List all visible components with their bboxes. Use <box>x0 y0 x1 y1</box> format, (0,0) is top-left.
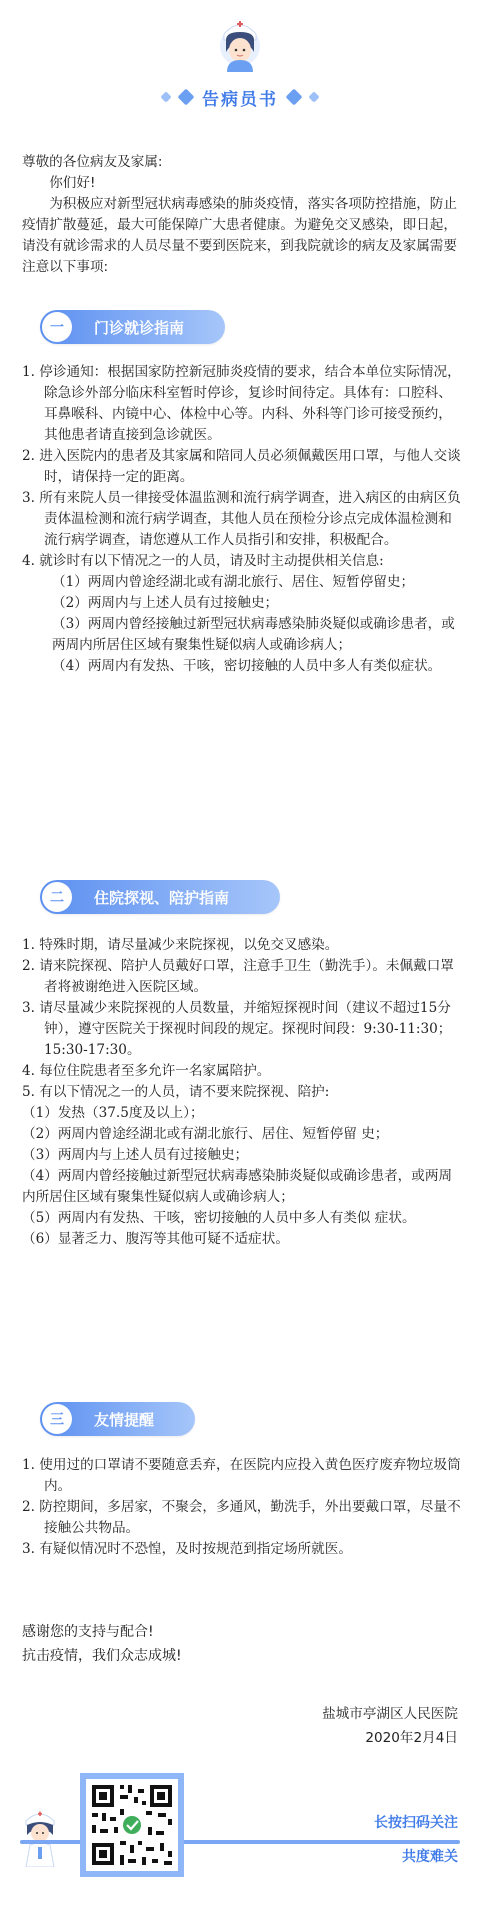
sub-item: （1）发热（37.5度及以上）； <box>22 1105 204 1121</box>
organization-name: 盐城市亭湖区人民医院 <box>322 1706 458 1722</box>
outpatient-guide <box>22 362 462 677</box>
list-item: 5. 有以下情况之一的人员，请不要来院探视、陪护: <box>22 1084 330 1100</box>
section-header-outpatient <box>40 310 225 344</box>
list-item: 2. 防控期间，多居家，不聚会，多通风，勤洗手，外出要戴口罩，尽量不接触公共物品。 <box>22 1499 461 1536</box>
signature-date: 2020年2月4日 <box>365 1730 458 1746</box>
title-row <box>0 85 480 109</box>
nurse-figure-icon <box>18 1805 62 1867</box>
slogan-line: 抗击疫情，我们众志成城! <box>22 1648 182 1664</box>
diamond-decoration-icon <box>308 91 319 102</box>
sub-item: （1）两周内曾途经湖北或有湖北旅行、居住、短暂停留史； <box>52 574 415 590</box>
section-number: 一 <box>42 312 72 342</box>
section-label: 门诊就诊指南 <box>94 318 185 337</box>
diamond-decoration-icon <box>286 89 303 106</box>
sub-item: （4）两周内曾经接触过新型冠状病毒感染肺炎疑似或确诊患者，或两周内所居住区域有聚集性疑似病人或确诊病人； <box>22 1168 453 1205</box>
list-item: 1. 特殊时期，请尽量减少来院探视，以免交叉感染。 <box>22 937 339 953</box>
list-item: 1. 停诊通知：根据国家防控新冠肺炎疫情的要求，结合本单位实际情况，除急诊外部分临床科室暂时停诊，复诊时间待定。具体有：口腔科、耳鼻喉科、内镜中心、体检中心等。内科、外科等门诊可接受预约，其他患者请直接到急诊就医。 <box>22 364 461 443</box>
section-header-reminder <box>40 1402 195 1436</box>
section-label: 友情提醒 <box>94 1410 155 1429</box>
friendly-reminder <box>22 1455 462 1560</box>
list-item: 2. 请来院探视、陪护人员戴好口罩，注意手卫生（勤洗手）。未佩戴口罩者将被谢绝进入医院区域。 <box>22 958 454 995</box>
list-item: 4. 每位住院患者至多允许一名家属陪护。 <box>22 1063 271 1079</box>
section-number: 三 <box>42 1404 72 1434</box>
sub-item: （4）两周内有发热、干咳，密切接触的人员中多人有类似症状。 <box>52 658 442 674</box>
section-header-inpatient <box>40 880 280 914</box>
sub-item: （3）两周内与上述人员有过接触史； <box>22 1147 249 1163</box>
section-number: 二 <box>42 882 72 912</box>
diamond-decoration-icon <box>160 91 171 102</box>
list-item: 4. 就诊时有以下情况之一的人员，请及时主动提供相关信息: <box>22 553 384 569</box>
sub-item: （3）两周内曾经接触过新型冠状病毒感染肺炎疑似或确诊患者，或两周内所居住区域有聚集性疑似病人或确诊病人； <box>52 616 455 653</box>
intro-paragraph: 为积极应对新型冠状病毒感染的肺炎疫情，落实各项防控措施，防止疫情扩散蔓延，最大可能保障广大患者健康。为避免交叉感染，即日起，请没有就诊需求的人员尽量不要到医院来，到我院就诊的病友及家属需要注意以下事项: <box>22 196 457 275</box>
page-title: 告病员书 <box>202 89 278 110</box>
sub-item: （6）显著乏力、腹泻等其他可疑不适症状。 <box>22 1231 289 1247</box>
list-item: 3. 有疑似情况时不恐惶，及时按规范到指定场所就医。 <box>22 1541 352 1557</box>
sub-item: （2）两周内与上述人员有过接触史； <box>52 595 279 611</box>
qr-caption-line-1: 长按扫码关注 <box>374 1815 458 1831</box>
signature <box>322 1702 458 1750</box>
qr-code-frame[interactable] <box>80 1773 184 1877</box>
nurse-avatar-icon <box>215 10 265 72</box>
qr-caption <box>374 1806 458 1874</box>
closing <box>22 1620 462 1668</box>
qr-caption-line-2: 共度难关 <box>402 1849 458 1865</box>
intro <box>22 152 462 278</box>
inpatient-guide <box>22 935 462 1250</box>
hello-line: 你们好! <box>49 175 96 191</box>
qr-code-icon[interactable] <box>86 1779 178 1871</box>
diamond-decoration-icon <box>178 89 195 106</box>
header <box>0 0 480 110</box>
sub-item: （5）两周内有发热、干咳，密切接触的人员中多人有类似 症状。 <box>22 1210 416 1226</box>
greeting: 尊敬的各位病友及家属: <box>22 154 163 170</box>
thanks-line: 感谢您的支持与配合! <box>22 1624 154 1640</box>
list-item: 2. 进入医院内的患者及其家属和陪同人员必须佩戴医用口罩，与他人交谈时，请保持一定的距离。 <box>22 448 461 485</box>
list-item: 1. 使用过的口罩请不要随意丢弃，在医院内应投入黄色医疗废弃物垃圾筒内。 <box>22 1457 461 1494</box>
sub-item: （2）两周内曾途经湖北或有湖北旅行、居住、短暂停留 史； <box>22 1126 389 1142</box>
list-item: 3. 请尽量减少来院探视的人员数量，并缩短探视时间（建议不超过15分钟），遵守医院关于探视时间段的规定。探视时间段：9:30-11:30；15:30-17:30。 <box>22 1000 452 1058</box>
list-item: 3. 所有来院人员一律接受体温监测和流行病学调查，进入病区的由病区负责体温检测和流行病学调查，其他人员在预检分诊点完成体温检测和流行病学调查，请您遵从工作人员指引和安排，积极配合。 <box>22 490 461 548</box>
section-label: 住院探视、陪护指南 <box>94 888 230 907</box>
